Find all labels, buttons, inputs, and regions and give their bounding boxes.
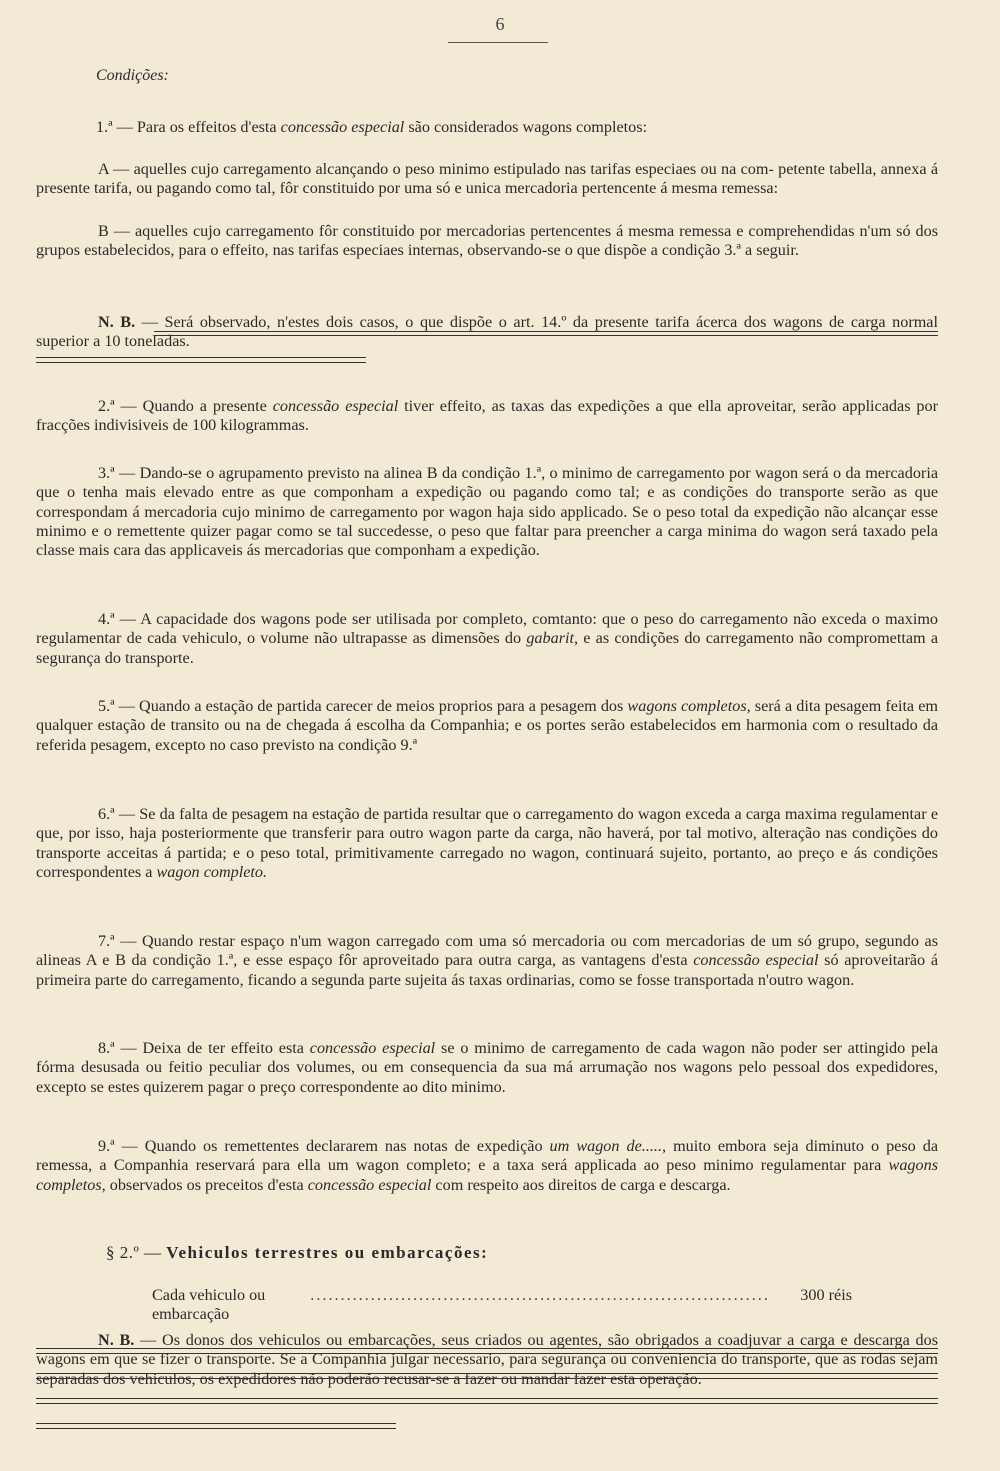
condition-4-number: 4.ª: [98, 610, 115, 628]
page-number-rule: [448, 42, 548, 43]
condition-1-text-a: — Para os effeitos d'esta: [116, 118, 277, 136]
section-2-heading: [106, 1243, 488, 1263]
condition-9-text-a: — Quando os remettentes declararem nas notas de expedição: [121, 1137, 543, 1155]
condition-1-number: 1.ª: [96, 118, 113, 136]
condition-6-emphasis: wagon completo.: [156, 862, 268, 881]
nota-bene-2-label: N. B.: [98, 1331, 135, 1349]
condition-3: [36, 464, 938, 560]
alinea-a-text-b: petente tabella, annexa á presente tarifa, ou pagando como tal, fôr constituido por uma só e unica mercadoria pertencente á mesma remessa:: [36, 160, 939, 198]
condition-9-number: 9.ª: [98, 1137, 115, 1155]
condition-9: [36, 1137, 938, 1195]
nota-bene-2-underline-8: [36, 1428, 396, 1429]
condition-9-emphasis-3: concessão especial: [307, 1175, 432, 1194]
condition-2: [36, 397, 938, 436]
condition-9-text-b: muito embora seja diminuto o peso da remessa, a Companhia reservará para ella um wagon completo; e a taxa será applicada ao peso minimo regulamentar para: [36, 1137, 939, 1175]
nota-bene-2-underline-3: [36, 1373, 938, 1374]
nota-bene-2-underline-4: [36, 1378, 938, 1379]
nota-bene-1: [36, 313, 938, 352]
condition-1-emphasis: concessão especial: [280, 118, 405, 136]
condition-2-text-b: tiver effeito, as taxas das expedições a que ella aproveitar, serão applicadas por fracções indivisiveis de 100 kilogrammas.: [36, 397, 938, 435]
condition-9-text-d: com respeito aos direitos de carga e descarga.: [435, 1175, 731, 1194]
conditions-heading: Condições:: [96, 67, 169, 84]
condition-5: [36, 697, 938, 755]
condition-7: [36, 932, 938, 990]
condition-9-emphasis-1: um wagon de.....,: [549, 1137, 667, 1155]
nota-bene-1-underline-4: [36, 362, 366, 363]
section-2-title: Vehiculos terrestres ou embarcações:: [166, 1243, 489, 1262]
condition-3-text: — Dando-se o agrupamento previsto na alinea B da condição 1.ª, o minimo de carregamento por wagon será o da mercadoria que o tenha mais elevado entre as que componham a expedição ou pagando como tal; e as condições do transporte serão as que correspondam á mercadoria cujo minimo de carregamento por wagon haja sido applicado. Se o peso total da expedição não alcançar esse minimo e o remettente quizer pagar como se tal succedesse, o peso que faltar para preencher a carga minima do wagon será taxado pela classe mais cara das applicaveis ás mercadorias que componham a expedição.: [36, 464, 939, 560]
nota-bene-2: [36, 1331, 938, 1389]
fee-leader-dots: ............................................................................: [310, 1286, 770, 1304]
condition-7-emphasis: concessão especial: [693, 951, 819, 970]
alinea-a-text-a: A — aquelles cujo carregamento alcançando o peso minimo estipulado nas tarifas especiaes ou na com-: [98, 160, 774, 178]
condition-1: [96, 118, 938, 137]
condition-8-text-a: — Deixa de ter effeito esta: [120, 1039, 304, 1057]
condition-2-text-a: — Quando a presente: [120, 397, 267, 415]
condition-7-text-b: só aproveitarão á primeira parte do carregamento, ficando a segunda parte sujeita ás taxas ordinarias, como se fosse transportada n'outro wagon.: [36, 951, 939, 989]
condition-2-emphasis: concessão especial: [272, 397, 399, 415]
nota-bene-2-underline-5: [36, 1398, 938, 1399]
condition-4: [36, 610, 938, 668]
condition-5-text-a: — Quando a estação de partida carecer de meios proprios para a pesagem dos: [118, 697, 624, 715]
condition-7-text-a: — Quando restar espaço n'um wagon carregado com uma só mercadoria ou com mercadorias de um só grupo, segundo as alineas A e B da condição 1.ª, e esse espaço fôr aproveitado para outra carga, as vantagens d'esta: [36, 932, 938, 970]
alinea-a: [36, 160, 938, 199]
nota-bene-1-underline-1: [154, 331, 938, 332]
fee-label: Cada vehiculo ou embarcação: [152, 1286, 266, 1323]
alinea-b: [36, 222, 938, 261]
fee-value: 300 réis: [800, 1286, 852, 1304]
condition-4-text-a: — A capacidade dos wagons pode ser utilisada por completo, comtanto: que o peso do carregamento não exceda o maximo regulamentar de cada vehiculo, o volume não ultrapasse as dimensões do: [36, 610, 939, 648]
nota-bene-1-text: — Será observado, n'estes dois casos, o que dispõe o art. 14.º da presente tarifa ácerca dos wagons de carga normal superior a 10 toneladas.: [36, 313, 938, 351]
condition-3-number: 3.ª: [98, 464, 115, 482]
alinea-b-text: B — aquelles cujo carregamento fôr constituido por mercadorias pertencentes á mesma remessa e comprehendidas n'um só dos grupos estabelecidos, para o effeito, nas tarifas especiaes internas, observando-se o que dispõe a condição 3.ª a seguir.: [36, 222, 938, 260]
page-number: 6: [495, 14, 505, 34]
condition-4-emphasis: gabarit,: [526, 629, 579, 648]
condition-5-emphasis: wagons completos,: [627, 697, 751, 715]
condition-6-text: — Se da falta de pesagem na estação de partida resultar que o carregamento do wagon exceda a carga maxima regulamentar e que, por isso, haja posteriormente que transferir para outro wagon parte da carga, não haverá, por tal motivo, alteração nas condições do transporte acceitas á partida; e o peso total, primitivamente carregado no wagon, continuará sujeito, portanto, ao preço e ás condições correspondentes a: [36, 805, 939, 881]
condition-2-number: 2.ª: [98, 397, 115, 415]
nota-bene-2-underline-6: [36, 1403, 938, 1404]
condition-5-text-b: será a dita pesagem feita em qualquer estação de transito ou na de chegada á escolha da Companhia; e os portes serão estabelecidos em harmonia com o resultado da referida pesagem, excepto no caso previsto na condição 9.ª: [36, 697, 939, 754]
condition-5-number: 5.ª: [98, 697, 115, 715]
nota-bene-2-underline-7: [36, 1423, 396, 1424]
nota-bene-1-underline-3: [36, 357, 366, 358]
fee-row: [152, 1286, 852, 1324]
nota-bene-1-label: N. B.: [98, 313, 136, 331]
condition-8-text-b: se o minimo de carregamento de cada wagon não poder ser attingido pela fórma desusada ou feitio peculiar dos volumes, ou em consequencia da sua má arrumação nos wagons pelo pessoal dos expedidores, excepto se estes quizerem pagar o preço correspondente ao dito minimo.: [36, 1039, 939, 1096]
condition-9-text-c: observados os preceitos d'esta: [109, 1175, 304, 1194]
condition-1-text-b: são considerados wagons completos:: [408, 118, 648, 136]
nota-bene-2-text: — Os donos dos vehiculos ou embarcações, seus criados ou agentes, são obrigados a coadjuvar a carga e descarga dos wagons em que se fizer o transporte. Se a Companhia julgar necessario, para segurança ou conveniencia do transporte, que as rodas sejam separadas dos vehiculos, os expedidores não poderão recusar-se a fazer ou mandar fazer esta operação.: [36, 1331, 939, 1388]
condition-6-number: 6.ª: [98, 805, 115, 823]
condition-9-emphasis-2: wagons completos,: [36, 1156, 938, 1194]
condition-7-number: 7.ª: [98, 932, 115, 950]
condition-8-number: 8.ª: [98, 1039, 115, 1057]
condition-4-text-b: e as condições do carregamento não compromettam a segurança do transporte.: [36, 629, 939, 667]
nota-bene-2-underline-1: [36, 1348, 938, 1349]
nota-bene-1-underline-2: [154, 335, 938, 336]
condition-8: [36, 1039, 938, 1097]
condition-8-emphasis: concessão especial: [309, 1039, 436, 1057]
nota-bene-2-underline-2: [36, 1353, 938, 1354]
section-2-number: § 2.º —: [106, 1243, 162, 1262]
condition-6: [36, 805, 938, 882]
